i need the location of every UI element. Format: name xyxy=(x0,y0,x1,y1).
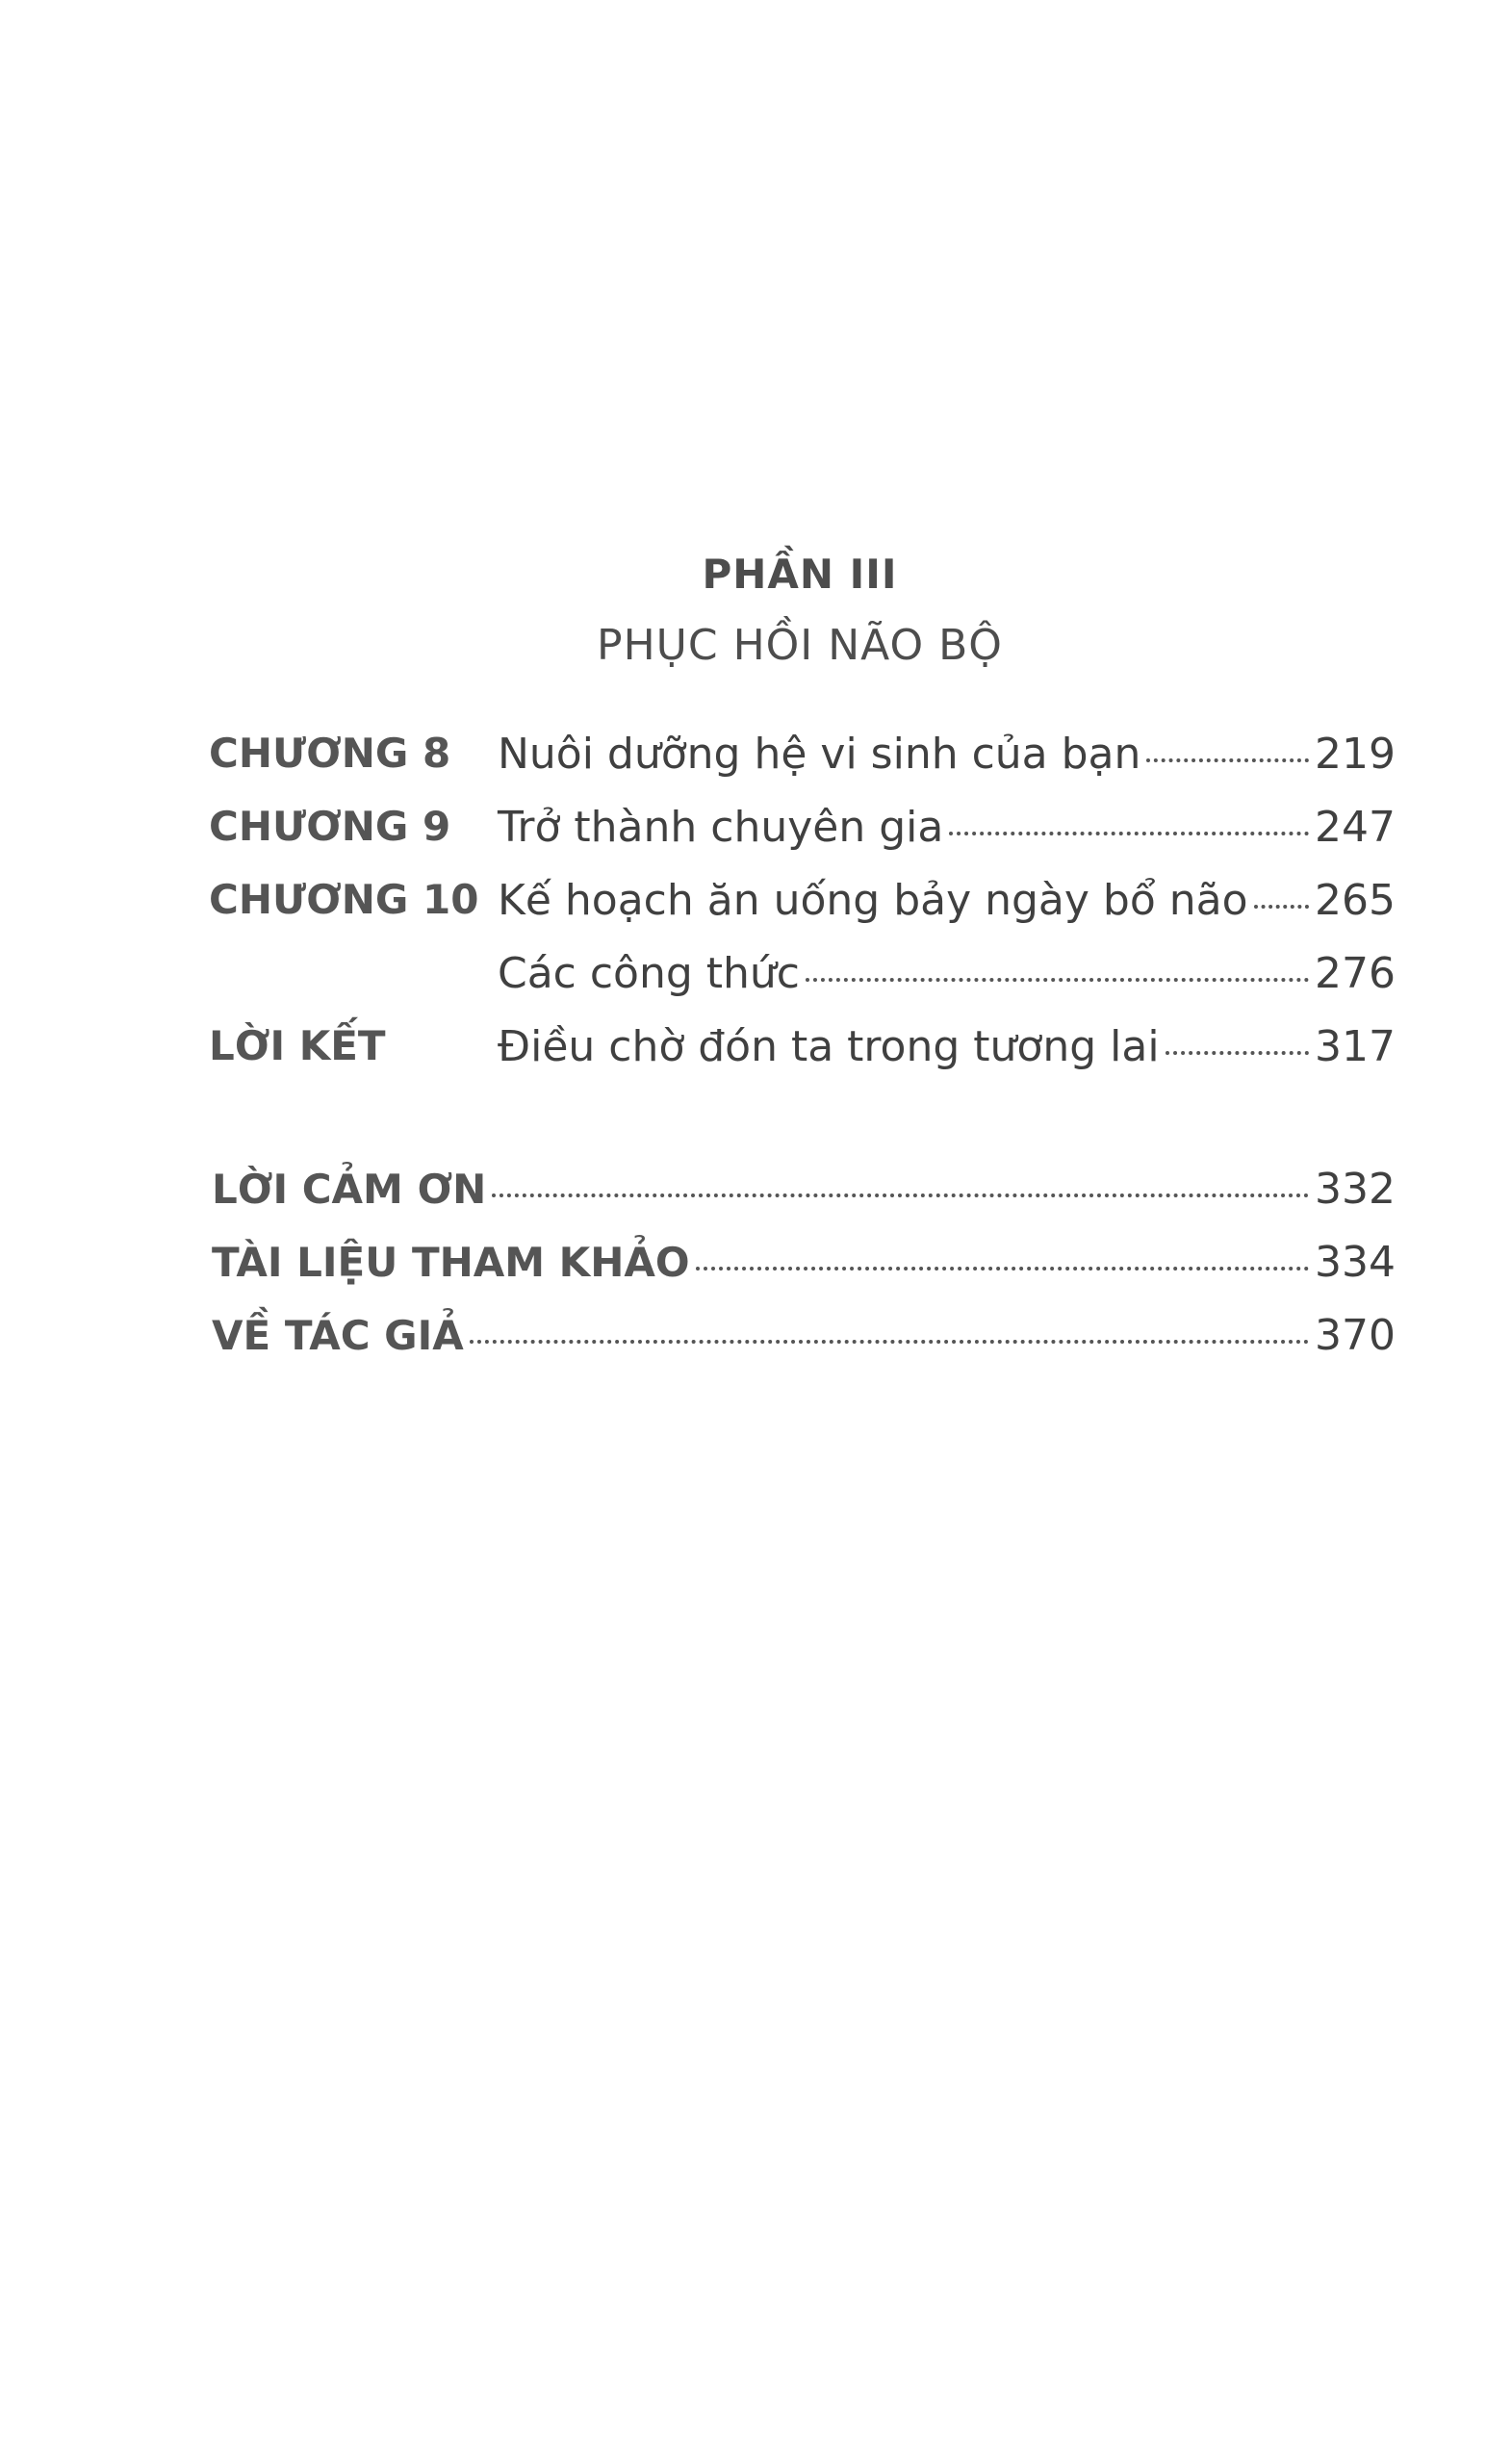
toc-page-number: 276 xyxy=(1315,949,1396,998)
back-matter-title: LỜI CẢM ƠN xyxy=(212,1166,487,1213)
toc-page-number: 370 xyxy=(1315,1311,1396,1360)
toc-row-chapter-8[interactable] xyxy=(209,730,1396,787)
dot-leader xyxy=(1166,1051,1309,1055)
back-matter-title: TÀI LIỆU THAM KHẢO xyxy=(212,1239,690,1286)
toc-entry-title: Trở thành chuyên gia xyxy=(498,803,944,852)
toc-entry xyxy=(498,1022,1396,1071)
toc-entry xyxy=(498,949,1396,998)
toc-row-references[interactable] xyxy=(212,1238,1396,1296)
dot-leader xyxy=(1146,758,1309,762)
toc-chapter-label: CHƯƠNG 9 xyxy=(209,803,451,850)
back-matter-title: VỀ TÁC GIẢ xyxy=(212,1312,464,1359)
dot-leader xyxy=(806,978,1309,982)
dot-leader xyxy=(696,1267,1309,1270)
toc-entry xyxy=(498,803,1396,852)
toc-row-about-author[interactable] xyxy=(212,1311,1396,1369)
dot-leader xyxy=(949,832,1309,835)
toc-page-number: 247 xyxy=(1315,803,1396,852)
toc-chapter-label: LỜI KẾT xyxy=(209,1022,386,1069)
toc-row-recipes[interactable] xyxy=(209,949,1396,1007)
part-title: PHỤC HỒI NÃO BỘ xyxy=(597,621,1003,670)
toc-entry-title: Kế hoạch ăn uống bảy ngày bổ não xyxy=(498,876,1248,925)
toc-page-number: 332 xyxy=(1315,1165,1396,1214)
dot-leader xyxy=(470,1340,1309,1344)
part-label: PHẦN III xyxy=(702,551,898,598)
toc-entry xyxy=(498,876,1396,925)
toc-page-number: 219 xyxy=(1315,730,1396,779)
toc-page-number: 265 xyxy=(1315,876,1396,925)
dot-leader xyxy=(1254,905,1309,909)
toc-entry xyxy=(498,730,1396,779)
toc-entry-title: Nuôi dưỡng hệ vi sinh của bạn xyxy=(498,730,1141,779)
dot-leader xyxy=(492,1194,1309,1197)
toc-chapter-label: CHƯƠNG 10 xyxy=(209,876,479,923)
toc-row-acknowledgements[interactable] xyxy=(212,1165,1396,1222)
toc-entry-title: Điều chờ đón ta trong tương lai xyxy=(498,1022,1160,1071)
toc-chapter-label: CHƯƠNG 8 xyxy=(209,730,451,777)
toc-page-number: 317 xyxy=(1315,1022,1396,1071)
toc-row-chapter-9[interactable] xyxy=(209,803,1396,860)
toc-row-epilogue[interactable] xyxy=(209,1022,1396,1080)
toc-entry-title: Các công thức xyxy=(498,949,800,998)
toc-page-number: 334 xyxy=(1315,1238,1396,1287)
toc-row-chapter-10[interactable] xyxy=(209,876,1396,934)
